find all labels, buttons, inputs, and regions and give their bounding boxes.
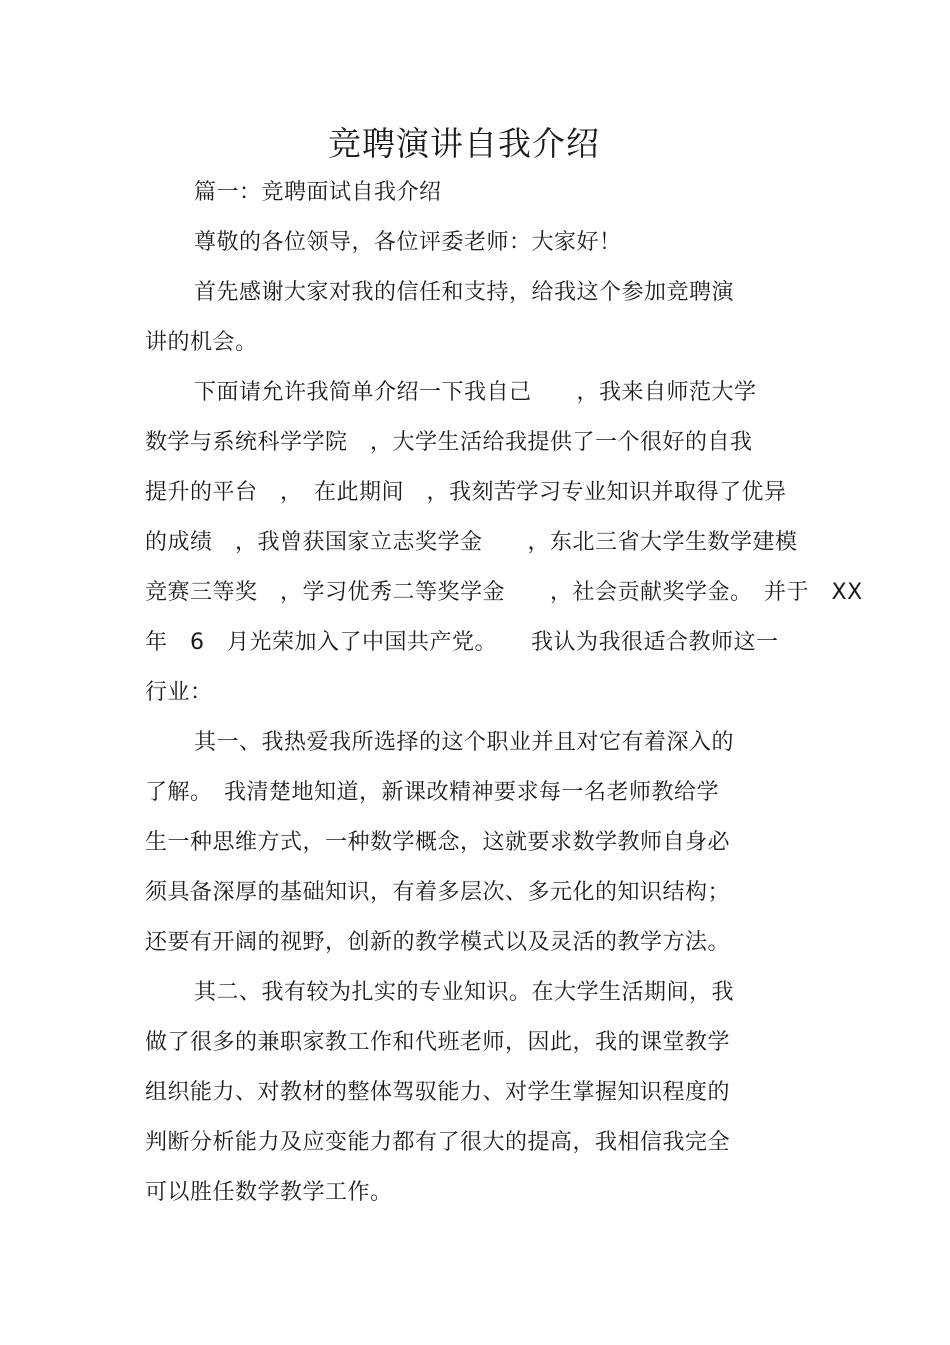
paragraph-line: 判断分析能力及应变能力都有了很大的提高，我相信我完全 [145,1130,731,1155]
paragraph-line: 做了很多的兼职家教工作和代班老师，因此，我的课堂教学 [145,1030,731,1055]
greeting-line: 尊敬的各位领导，各位评委老师：大家好！ [194,230,622,255]
paragraph-line: 首先感谢大家对我的信任和支持，给我这个参加竞聘演 [194,280,735,305]
paragraph-line: 竞赛三等奖 ，学习优秀二等奖学金 ，社会贡献奖学金。 并于 XX [145,580,863,605]
paragraph-line: 生一种思维方式，一种数学概念，这就要求数学教师自身必 [145,830,731,855]
section-heading: 篇一：竞聘面试自我介绍 [194,180,442,205]
document-title: 竞聘演讲自我介绍 [328,124,600,163]
paragraph-line: 年 6 月光荣加入了中国共产党。 我认为我很适合教师这一 [145,630,779,655]
paragraph-line: 其一、我热爱我所选择的这个职业并且对它有着深入的 [194,730,735,755]
paragraph-line: 行业： [145,680,213,705]
paragraph-line: 须具备深厚的基础知识，有着多层次、多元化的知识结构； [145,880,731,905]
paragraph-line: 提升的平台 ， 在此期间 ，我刻苦学习专业知识并取得了优异 [145,480,787,505]
paragraph-line: 讲的机会。 [145,330,258,355]
paragraph-line: 了解。 我清楚地知道，新课改精神要求每一名老师教给学 [145,780,720,805]
paragraph-line: 其二、我有较为扎实的专业知识。在大学生活期间，我 [194,980,735,1005]
paragraph-line: 的成绩 ，我曾获国家立志奖学金 ，东北三省大学生数学建模 [145,530,798,555]
paragraph-line: 可以胜任数学教学工作。 [145,1180,393,1205]
paragraph-line: 还要有开阔的视野，创新的教学模式以及灵活的教学方法。 [145,930,731,955]
paragraph-line: 组织能力、对教材的整体驾驭能力、对学生掌握知识程度的 [145,1080,731,1105]
paragraph-line: 下面请允许我简单介绍一下我自己 ，我来自师范大学 [194,380,757,405]
paragraph-line: 数学与系统科学学院 ，大学生活给我提供了一个很好的自我 [145,430,753,455]
